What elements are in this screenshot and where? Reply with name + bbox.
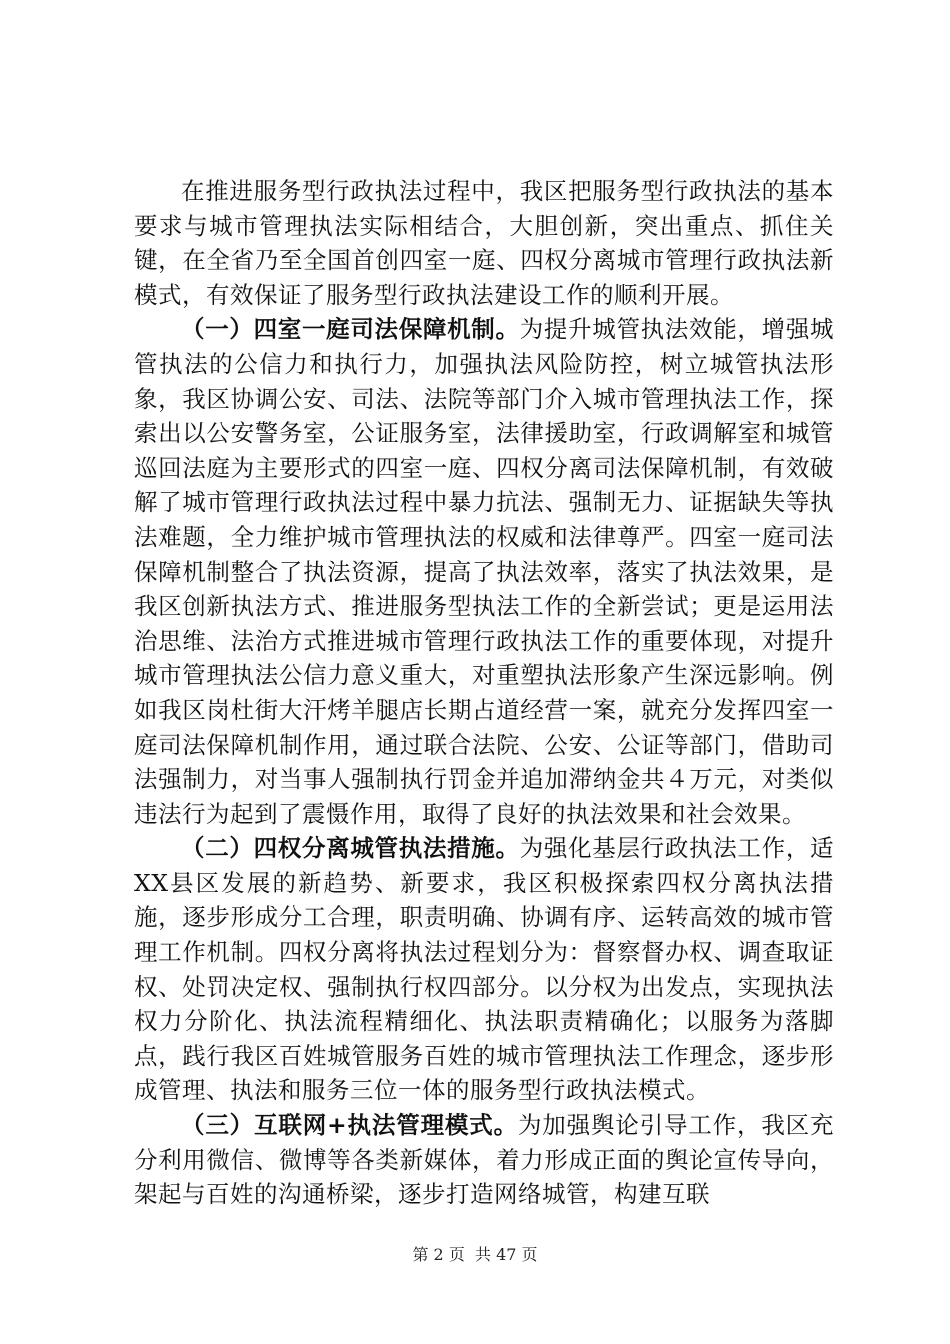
page-number-label: 第 2 页 共 47 页	[412, 1245, 538, 1264]
paragraph-heading: （一）四室一庭司法保障机制。	[181, 315, 520, 344]
paragraph-text: 在推进服务型行政执法过程中，我区把服务型行政执法的基本要求与城市管理执法实际相结合，大胆创新，突出重点、抓住关键，在全省乃至全国首创四室一庭、四权分离城市管理行政执法新模式，有效保证了服务型行政执法建设工作的顺利开展。	[134, 177, 834, 309]
document-body	[134, 174, 834, 1212]
paragraph-text: 为提升城管执法效能，增强城管执法的公信力和执行力，加强执法风险防控，树立城管执法形象，我区协调公安、司法、法院等部门介入城市管理执法工作，探索出以公安警务室，公证服务室，法律援助室，行政调解室和城管巡回法庭为主要形式的四室一庭、四权分离司法保障机制，有效破解了城市管理行政执法过程中暴力抗法、强制无力、证据缺失等执法难题，全力维护城市管理执法的权威和法律尊严。四室一庭司法保障机制整合了执法资源，提高了执法效率，落实了执法效果，是我区创新执法方式、推进服务型执法工作的全新尝试；更是运用法治思维、法治方式推进城市管理行政执法工作的重要体现，对提升城市管理执法公信力意义重大，对重塑执法形象产生深远影响。例如我区岗杜街大汗烤羊腿店长期占道经营一案，就充分发挥四室一庭司法保障机制作用，通过联合法院、公安、公证等部门，借助司法强制力，对当事人强制执行罚金并追加滞纳金共４万元，对类似违法行为起到了震慑作用，取得了良好的执法效果和社会效果。	[134, 315, 835, 828]
paragraph-section-1	[134, 312, 834, 831]
paragraph-text: 为加强舆论引导工作，我区充分利用微信、微博等各类新媒体，着力形成正面的舆论宣传导向，架起与百姓的沟通桥梁，逐步打造网络城管，构建互联	[134, 1111, 834, 1209]
page-footer	[0, 1242, 950, 1265]
paragraph-heading: （三）互联网+执法管理模式。	[181, 1111, 518, 1140]
paragraph-section-3	[134, 1108, 834, 1212]
paragraph-heading: （二）四权分离城管执法措施。	[181, 834, 520, 863]
paragraph-intro	[134, 174, 834, 312]
paragraph-section-2	[134, 831, 834, 1108]
paragraph-text: 为强化基层行政执法工作，适XX县区发展的新趋势、新要求，我区积极探索四权分离执法措施，逐步形成分工合理，职责明确、协调有序、运转高效的城市管理工作机制。四权分离将执法过程划分为：督察督办权、调查取证权、处罚决定权、强制执行权四部分。以分权为出发点，实现执法权力分阶化、执法流程精细化、执法职责精确化；以服务为落脚点，践行我区百姓城管服务百姓的城市管理执法工作理念，逐步形成管理、执法和服务三位一体的服务型行政执法模式。	[134, 834, 835, 1105]
